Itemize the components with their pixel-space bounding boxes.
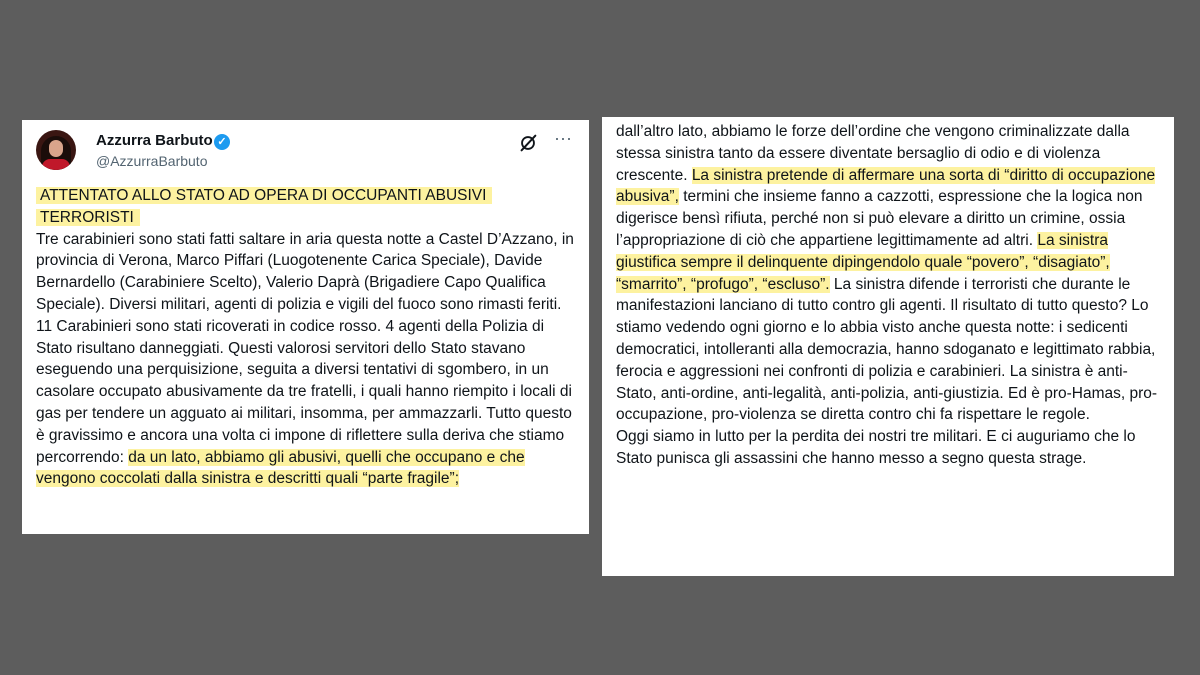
continuation-highlight-a: La sinistra pretende di affermare una sorta di “diritto di occupazione abusiva”, — [616, 166, 1156, 206]
author-handle[interactable]: @AzzurraBarbuto — [96, 153, 208, 169]
continuation-text — [616, 121, 1160, 470]
continuation-text-b: termini che insieme fanno a cazzotti, espressione che la logica non digerisce bensì rifiuta, perché non si può elevare a diritto un crimine, ossia l’appropriazione di ciò che appartiene legittimamente ad altri. — [616, 188, 1143, 249]
author-name[interactable]: Azzurra Barbuto — [96, 132, 213, 149]
continuation-highlight-b: La sinistra giustifica sempre il delinquente dipingendolo quale “povero”, “disagiato”, “smarrito”, “profugo”, “escluso”. — [616, 231, 1110, 293]
avatar[interactable] — [36, 130, 76, 170]
tweet-card — [22, 120, 589, 534]
continuation-card — [602, 117, 1174, 576]
continuation-paragraph — [616, 121, 1160, 426]
verified-badge-icon: ✓ — [214, 134, 230, 150]
continuation-text-c: La sinistra difende i terroristi che durante le manifestazioni lanciano di tutto contro gli agenti. Il risultato di tutto questo? Lo stiamo vedendo ogni giorno e lo abbia visto anche questa notte: i sedicenti democratici, intolleranti alla democrazia, hanno sdoganato e legittimato rabbia, ferocia e aggressioni nei confronti di polizia e carabinieri. La sinistra è anti-Stato, anti-ordine, anti-legalità, anti-polizia, anti-giustizia. Ed è pro-Hamas, pro-occupazione, pro-violenza se diretta contro chi fa rispettare le regole. — [616, 275, 1158, 424]
title-line-2: TERRORISTI — [36, 209, 140, 226]
tweet-body — [36, 229, 575, 491]
tweet-title — [36, 185, 575, 229]
closing-paragraph: Oggi siamo in lutto per la perdita dei nostri tre militari. E ci auguriamo che lo Stato punisca gli assassini che hanno messo a segno questa strage. — [616, 428, 1136, 467]
title-line-1: ATTENTATO ALLO STATO AD OPERA DI OCCUPANTI ABUSIVI — [36, 187, 492, 204]
tweet-body-highlight: da un lato, abbiamo gli abusivi, quelli che occupano e che vengono coccolati dalla sinistra e descritti quali “parte fragile”; — [36, 448, 525, 488]
tweet-header — [36, 120, 575, 178]
tweet-body-text: Tre carabinieri sono stati fatti saltare in aria questa notte a Castel D’Azzano, in provincia di Verona, Marco Piffari (Luogotenente Carica Speciale), Davide Bernardello (Carabiniere Scelto), Valerio Daprà (Brigadiere Capo Qualifica Speciale). Diversi militari, agenti di polizia e vigili del fuoco sono rimasti feriti. 11 Carabinieri sono stati ricoverati in codice rosso. 4 agenti della Polizia di Stato risultano danneggiati. Questi valorosi servitori dello Stato stavano eseguendo una perquisizione, seguita a diversi tentativi di sgombero, in un casolare occupato abusivamente da tre fratelli, i quali hanno riempito i locali di gas per tendere un agguato ai militari, insomma, per ammazzarli. Tutto questo è gravissimo e ancora una volta ci impone di riflettere sulla deriva che stiamo percorrendo: — [36, 230, 574, 466]
more-options-icon[interactable]: ··· — [554, 128, 572, 148]
grok-icon[interactable] — [517, 132, 539, 154]
continuation-text-a: dall’altro lato, abbiamo le forze dell’ordine che vengono criminalizzate dalla stessa sinistra tanto da essere diventate bersaglio di odio e di violenza crescente. — [616, 123, 1130, 184]
